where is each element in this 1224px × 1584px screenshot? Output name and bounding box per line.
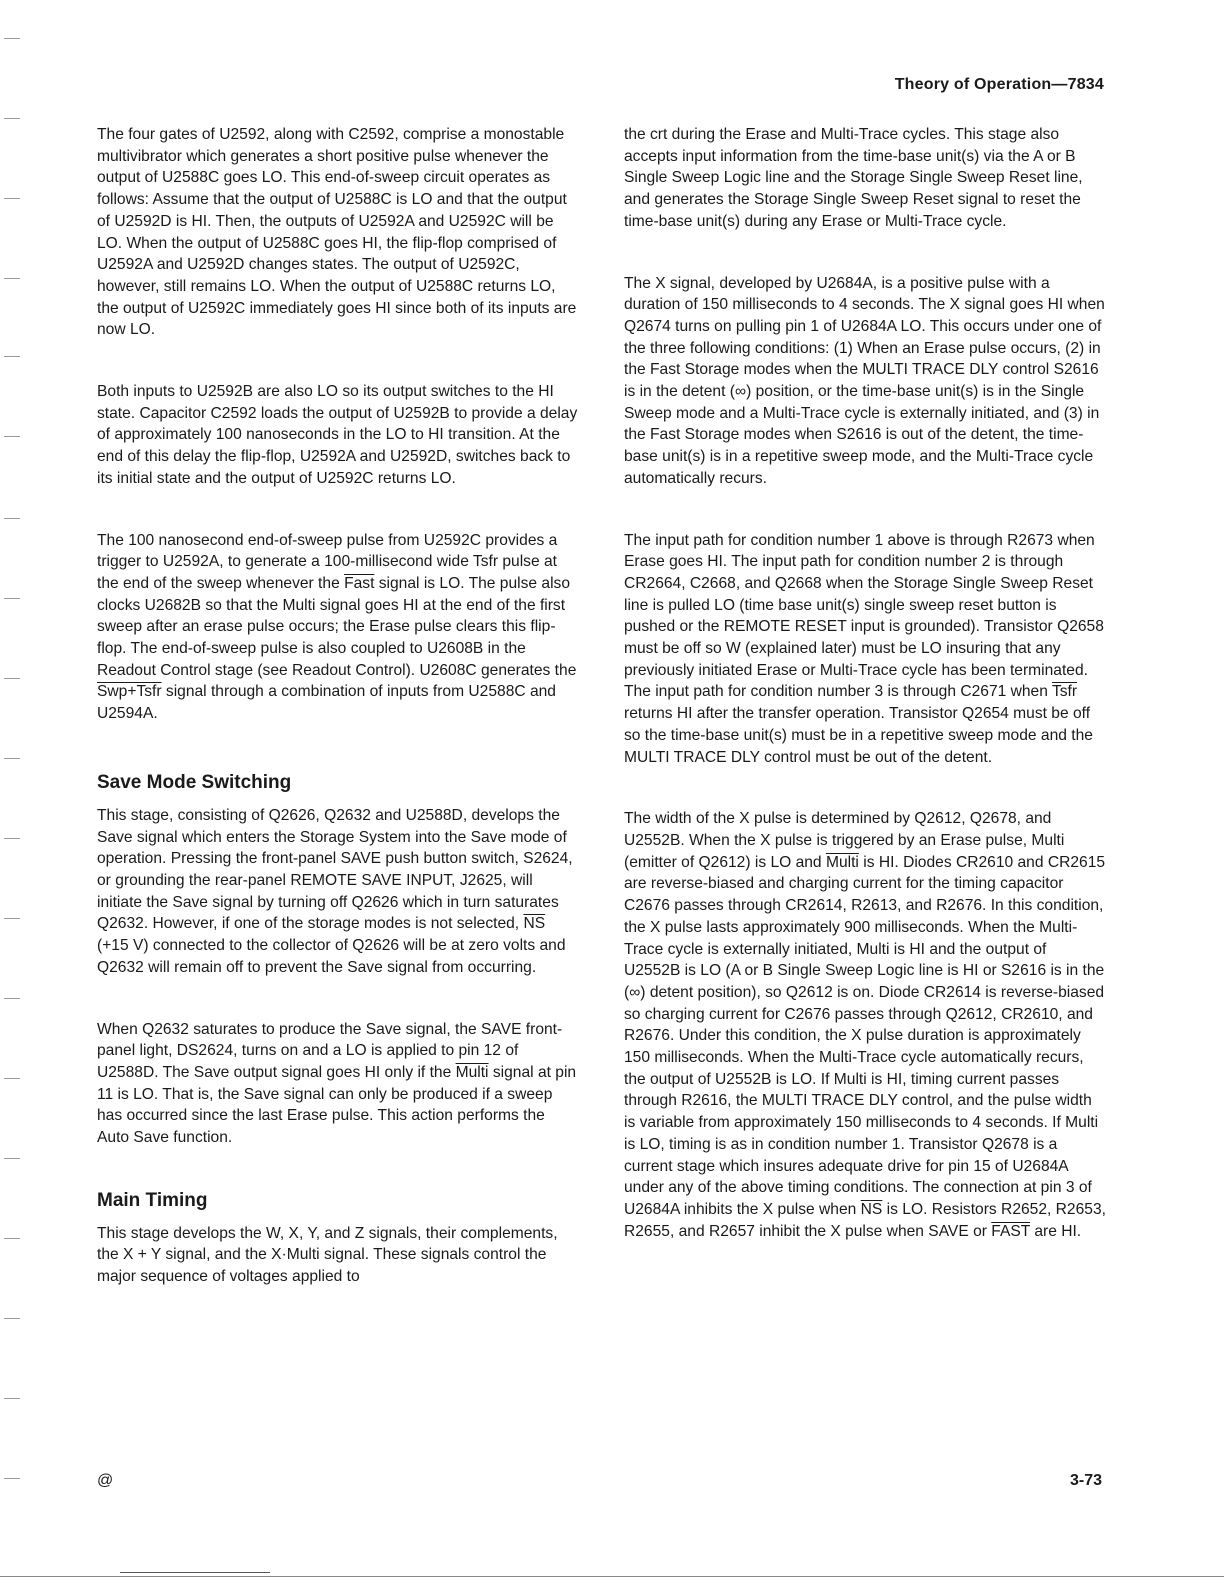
page-number: 3-73 xyxy=(1069,1472,1102,1489)
heading-main-timing: Main Timing xyxy=(97,1189,208,1211)
paragraph-auto-save: When Q2632 saturates to produce the Save signal, the SAVE front-panel light, DS2624, turns on and a LO is applied to pin 12 of U2588D. The Save output signal goes HI only if the Multi signal at pin 11 is LO. That is, the Save signal can only be produced if a sweep has occurred since the last Erase pulse. This action performs the Auto Save function. xyxy=(97,1020,577,1147)
tsfr-signal: Tsfr xyxy=(1051,683,1078,701)
paragraph-end-of-sweep: The four gates of U2592, along with C2592, comprise a monostable multivibrator which generates a short positive pulse whenever the output of U2588C goes LO. This end-of-sweep circuit operates as follows: Assume that the output of U2588C is LO and that the output of U2592D is HI. Then, the outputs of U2592A and U2592C will be LO. When the output of U2588C goes HI, the flip-flop comprised of U2592A and U2592D changes states. The output of U2592C, however, still remains LO. When the output of U2588C returns LO, the output of U2592C immediately goes HI since both of its inputs are now LO. xyxy=(97,126,577,339)
right-column xyxy=(624,124,1106,1282)
margin-binding-marks xyxy=(4,30,24,1530)
page-header: Theory of Operation—7834 xyxy=(894,76,1104,93)
paragraph-u2592b: Both inputs to U2592B are also LO so its output switches to the HI state. Capacitor C2592 loads the output of U2592B to provide a delay of approximately 100 nanoseconds in the LO to HI transition. At the end of this delay the flip-flop, U2592A and U2592D, switches back to its initial state and the output of U2592C returns LO. xyxy=(97,383,578,487)
fast-signal: Fast xyxy=(344,574,375,592)
multi-signal: Multi xyxy=(455,1063,489,1081)
fast-bar-signal: FAST xyxy=(991,1222,1030,1240)
ns-bar-signal: $\overline{NS}$ xyxy=(860,1200,883,1218)
bottom-rule xyxy=(0,1576,1224,1577)
heading-save-mode-switching: Save Mode Switching xyxy=(97,771,292,793)
paragraph-crt-cycles: the crt during the Erase and Multi-Trace cycles. This stage also accepts input information from the time-base unit(s) via the A or B Single Sweep Logic line and the Storage Single Sweep Reset line, and generates the Storage Single Sweep Reset signal to reset the time-base unit(s) during any Erase or Multi-Trace cycle. xyxy=(624,126,1083,230)
ns-signal: $\overline{NS}$ xyxy=(523,915,546,933)
paragraph-tsfr-pulse: The 100 nanosecond end-of-sweep pulse from U2592C provides a trigger to U2592A, to generate a 100-millisecond wide Tsfr pulse at the end of the sweep whenever the Fast signal is LO. The pulse also clocks U2682B so that the Multi signal goes HI at the end of the first sweep after an erase pulse occurs; the Erase pulse clears this flip-flop. The end-of-sweep pulse is also coupled to U2608B in the Readout Control stage (see Readout Control). U2608C generates the Swp+Tsfr signal through a combination of inputs from U2588C and U2594A. xyxy=(97,531,577,723)
paragraph-save-mode: This stage, consisting of Q2626, Q2632 and U2588D, develops the Save signal which enters the Storage System into the Save mode of operation. Pressing the front-panel SAVE push button switch, S2624, or grounding the rear-panel REMOTE SAVE INPUT, J2625, will initiate the Save signal by turning off Q2626 which in turn saturates Q2632. However, if one of the storage modes is not selected, $\overline{NS}$ (+15 V) connected to the collector of Q2626 will be at zero volts and Q2632 will remain off to prevent the Save signal from occurring. xyxy=(97,806,573,976)
paragraph-x-signal: The X signal, developed by U2684A, is a positive pulse with a duration of 150 milliseconds to 4 seconds. The X signal goes HI when Q2674 turns on pulling pin 1 of U2684A LO. This occurs under one of the three following conditions: (1) When an Erase pulse occurs, (2) in the Fast Storage modes when the MULTI TRACE DLY control S2616 is in the detent (∞) position, or the time-base unit(s) is in the Single Sweep mode and a Multi-Trace cycle is externally initiated, and (3) in the Fast Storage modes when S2616 is out of the detent, the time-base unit(s) is in a repetitive sweep mode, and the Multi-Trace cycle automatically recurs. xyxy=(624,274,1105,487)
paragraph-input-path: The input path for condition number 1 above is through R2673 when Erase goes HI. The input path for condition number 2 is through CR2664, C2668, and Q2668 when the Storage Single Sweep Reset line is pulled LO (time base unit(s) single sweep reset button is pushed or the REMOTE RESET input is grounded). Transistor Q2658 must be off so W (explained later) must be LO insuring that any previously initiated Erase or Multi-Trace cycle has been terminated. The input path for condition number 3 is through C2671 when Tsfr returns HI after the transfer operation. Transistor Q2654 must be off so the time-base unit(s) must be in a repetitive sweep mode and the MULTI TRACE DLY control must be out of the detent. xyxy=(624,531,1104,766)
footer-symbol: @ xyxy=(97,1472,114,1489)
multi-bar-signal: Multi xyxy=(825,853,859,871)
paragraph-main-timing: This stage develops the W, X, Y, and Z signals, their complements, the X + Y signal, and the X·Multi signal. These signals control the major sequence of voltages applied to xyxy=(97,1224,558,1286)
swp-tsfr-signal: Swp+Tsfr xyxy=(97,683,162,701)
bottom-rule-accent xyxy=(120,1572,270,1573)
left-column xyxy=(97,124,579,1328)
paragraph-x-pulse-width: The width of the X pulse is determined by Q2612, Q2678, and U2552B. When the X pulse is triggered by an Erase pulse, Multi (emitter of Q2612) is LO and Multi is HI. Diodes CR2610 and CR2615 are reverse-biased and charging current for the timing capacitor C2676 passes through CR2614, R2613, and R2676. In this condition, the X pulse lasts approximately 900 milliseconds. When the Multi-Trace cycle is externally initiated, Multi is HI and the output of U2552B is LO (A or B Single Sweep Logic line is HI or S2616 is in the (∞) detent position), so Q2612 is on. Diode CR2614 is reverse-biased so charging current for C2676 passes through Q2612, CR2610, and R2676. Under this condition, the X pulse duration is approximately 150 milliseconds. When the Multi-Trace cycle automatically recurs, the output of U2552B is LO. If Multi is HI, timing current passes through R2616, the MULTI TRACE DLY control, and the pulse width is variable from approximately 150 milliseconds to 4 seconds. If Multi is LO, timing is as in condition number 1. Transistor Q2678 is a current stage which insures adequate drive for pin 15 of U2684A under any of the above timing conditions. The connection at pin 3 of U2684A inhibits the X pulse when $\overline{NS}$ is LO. Resistors R2652, R2653, R2655, and R2657 inhibit the X pulse when SAVE or FAST are HI. xyxy=(624,810,1106,1240)
